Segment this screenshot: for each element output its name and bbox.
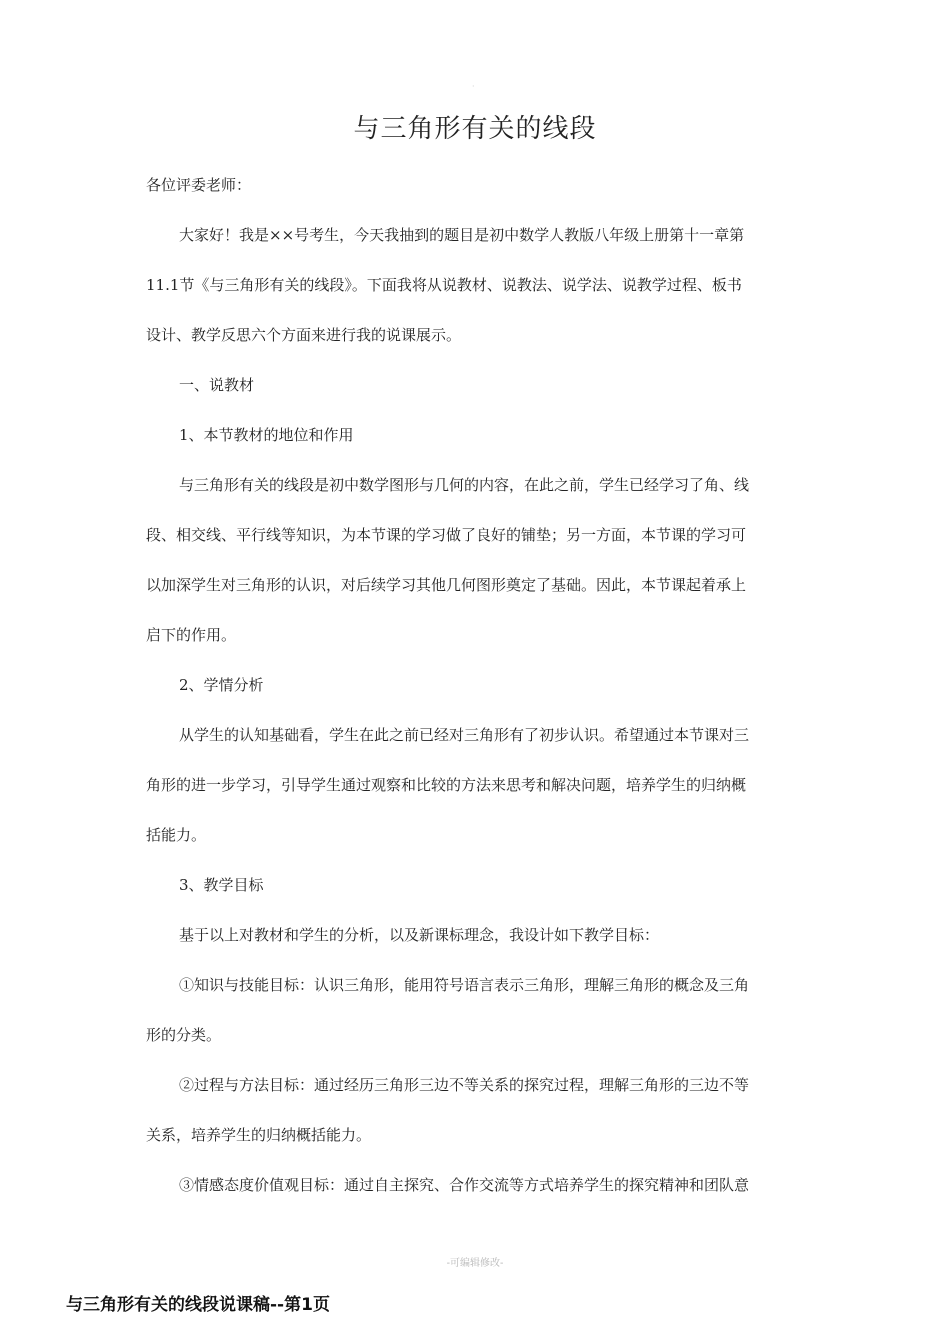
text-line: 基于以上对教材和学生的分析，以及新课标理念，我设计如下教学目标： xyxy=(179,926,660,944)
text-line: 形的分类。 xyxy=(146,1026,222,1044)
text-line: 11.1节《与三角形有关的线段》。下面我将从说教材、说教法、说学法、说教学过程、板书 xyxy=(146,276,742,294)
footer-note: -可编辑修改- xyxy=(446,1258,504,1269)
text-line: 括能力。 xyxy=(146,826,207,844)
text-line: 段、相交线、平行线等知识，为本节课的学习做了良好的铺垫；另一方面，本节课的学习可 xyxy=(146,526,747,544)
text-line: 3、教学目标 xyxy=(179,876,264,894)
text-line: 设计、教学反思六个方面来进行我的说课展示。 xyxy=(146,326,462,344)
text-line: ①知识与技能目标：认识三角形，能用符号语言表示三角形，理解三角形的概念及三角 xyxy=(179,976,750,994)
text-line: 一、说教材 xyxy=(179,376,255,394)
text-line: 关系，培养学生的归纳概括能力。 xyxy=(146,1126,372,1144)
body-text xyxy=(146,160,812,1210)
text-line: 以加深学生对三角形的认识，对后续学习其他几何图形奠定了基础。因此，本节课起着承上 xyxy=(146,576,747,594)
text-line: 2、学情分析 xyxy=(179,676,264,694)
text-line: 各位评委老师： xyxy=(146,176,252,194)
text-line: 角形的进一步学习，引导学生通过观察和比较的方法来思考和解决问题，培养学生的归纳概 xyxy=(146,776,747,794)
document-caption: 与三角形有关的线段说课稿--第1页 xyxy=(66,1295,330,1315)
text-line: 启下的作用。 xyxy=(146,626,237,644)
text-line: 与三角形有关的线段是初中数学图形与几何的内容，在此之前，学生已经学习了角、线 xyxy=(179,476,750,494)
text-line: ②过程与方法目标：通过经历三角形三边不等关系的探究过程，理解三角形的三边不等 xyxy=(179,1076,750,1094)
text-line: 1、本节教材的地位和作用 xyxy=(179,426,354,444)
top-mark: · xyxy=(472,82,475,91)
text-line: ③情感态度价值观目标：通过自主探究、合作交流等方式培养学生的探究精神和团队意 xyxy=(179,1176,750,1194)
text-line: 大家好！我是××号考生，今天我抽到的题目是初中数学人教版八年级上册第十一章第 xyxy=(179,226,745,244)
page-title: 与三角形有关的线段 xyxy=(353,114,597,144)
text-line: 从学生的认知基础看，学生在此之前已经对三角形有了初步认识。希望通过本节课对三 xyxy=(179,726,750,744)
